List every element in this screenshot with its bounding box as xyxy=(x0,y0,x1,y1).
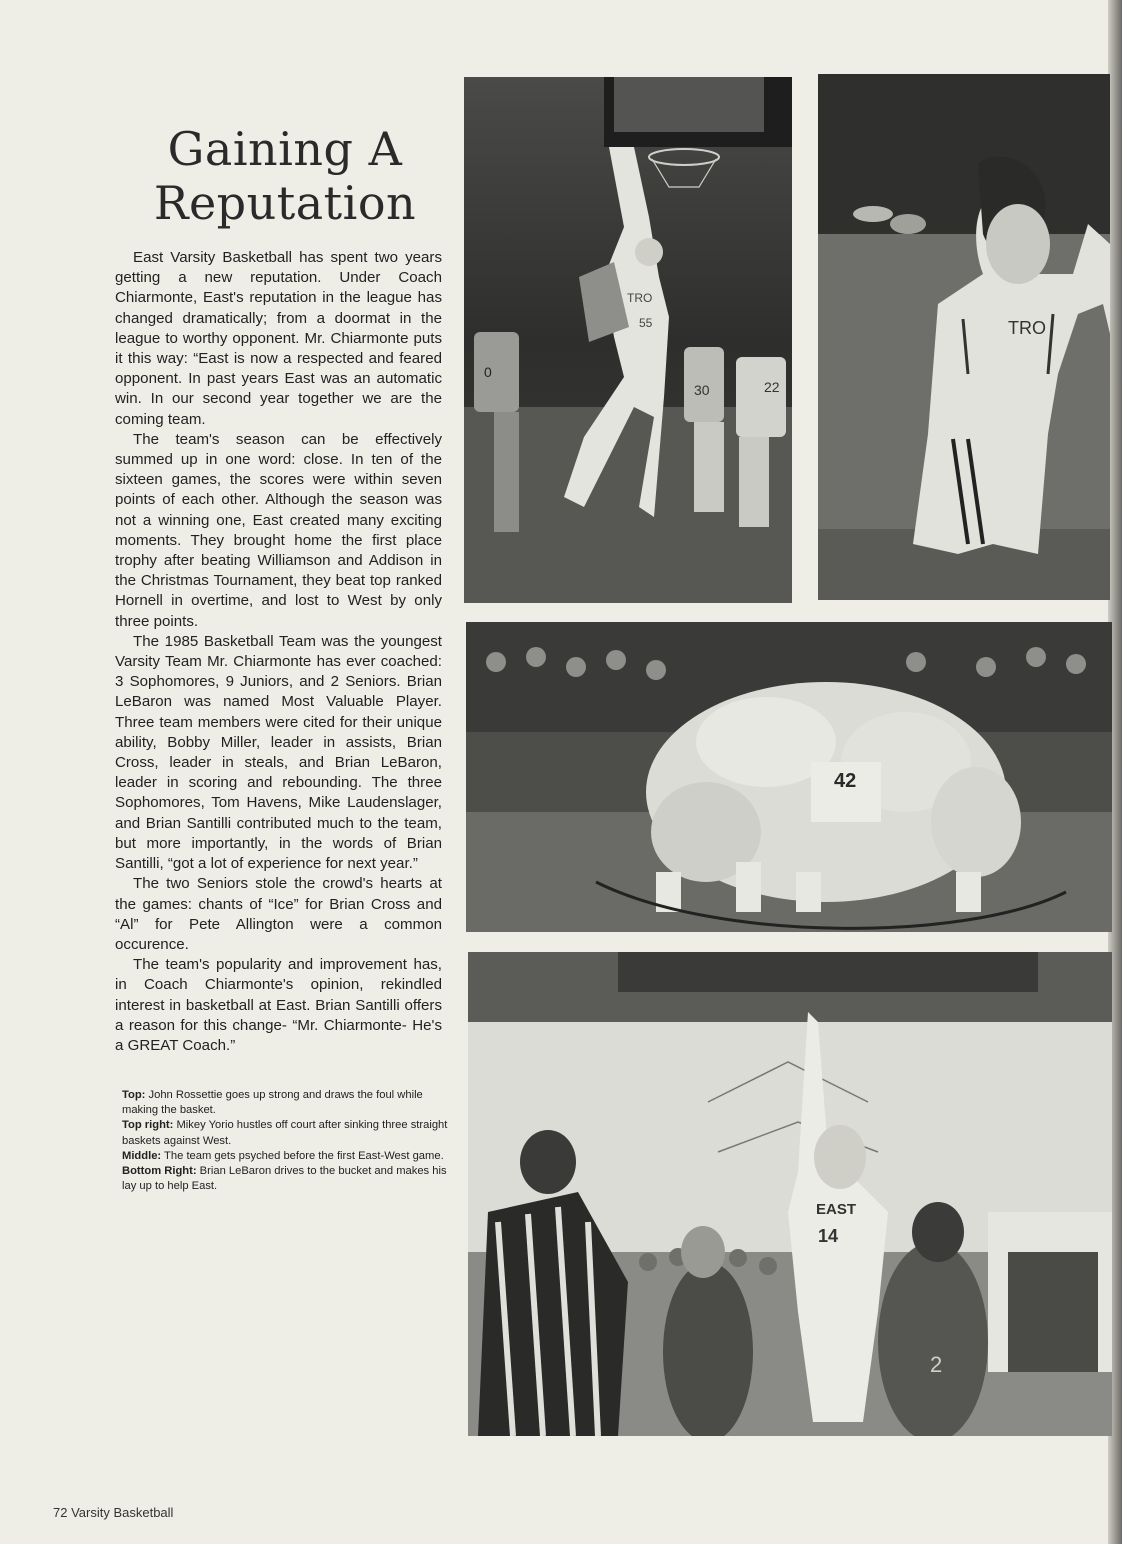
jersey-number: 30 xyxy=(694,382,710,398)
jersey-number: 2 xyxy=(930,1352,943,1377)
photo-middle-team-huddle xyxy=(466,622,1112,932)
photo-top-left-layup xyxy=(464,77,792,603)
jersey-text: TRO xyxy=(627,291,653,305)
jersey-number: 55 xyxy=(639,316,653,330)
photo-bottom-layup xyxy=(468,952,1112,1436)
jersey-number: 14 xyxy=(818,1226,839,1246)
caption-top: Top: John Rossettie goes up strong and draws the foul while making the basket. xyxy=(122,1089,423,1117)
photo-top-right-player xyxy=(818,74,1110,600)
jersey-text: TRO xyxy=(1008,318,1046,338)
article-paragraph: East Varsity Basketball has spent two years getting a new reputation. Under Coach Chiarmonte, East's reputation in the league has changed dramatically; from a doormat in the league to worthy opponent. Mr. Chiarmonte puts it this way: “East is now a respected and feared opponent. In past years East was an automatic win. In our second year together we are the coming team. xyxy=(115,249,442,428)
article-paragraph: The team's popularity and improvement has, in Coach Chiarmonte's opinion, rekindled interest in basketball at East. Brian Santilli offers a reason for this change- “Mr. Chiarmonte- He's a GREAT Coach.” xyxy=(115,956,442,1054)
article-paragraph: The team's season can be effectively summed up in one word: close. In ten of the sixteen games, the scores were within seven points of each other. Although the season was not a winning one, East created many exciting moments. They brought home the first place trophy after beating Williamson and Addison in the Christmas Tournament, they beat top ranked Hornell in overtime, and lost to West by only three points. xyxy=(115,430,442,630)
headline-line-1: Gaining A xyxy=(167,122,403,176)
caption-middle: Middle: The team gets psyched before the first East-West game. xyxy=(122,1149,444,1162)
article-body xyxy=(115,248,442,1056)
caption-bottom-right: Bottom Right: Brian LeBaron drives to the bucket and makes his lay up to help East. xyxy=(122,1165,447,1193)
jersey-number: 0 xyxy=(484,364,492,380)
page-folio: 72 Varsity Basketball xyxy=(53,1505,174,1520)
article-paragraph: The two Seniors stole the crowd's hearts at the games: chants of “Ice” for Brian Cross and “Al” for Pete Allington were a common occurence. xyxy=(115,875,442,953)
photo-captions xyxy=(122,1088,452,1194)
jersey-text: EAST xyxy=(816,1201,857,1218)
headline xyxy=(120,122,450,230)
article-paragraph: The 1985 Basketball Team was the youngest Varsity Team Mr. Chiarmonte has ever coached: 3 Sophomores, 9 Juniors, and 2 Seniors. Brian LeBaron was named Most Valuable Player. Three team members were cited for their unique ability, Bobby Miller, leader in assists, Brian Cross, leader in steals, and Brian LeBaron, leader in scoring and rebounding. The three Sophomores, Tom Havens, Mike Laudenslager, and Brian Santilli contributed much to the team, but more importantly, in the words of Brian Santilli, “got a lot of experience for next year.” xyxy=(115,632,442,873)
jersey-number: 22 xyxy=(764,379,780,395)
jersey-number: 42 xyxy=(834,770,857,792)
headline-line-2: Reputation xyxy=(153,176,417,230)
caption-top-right: Top right: Mikey Yorio hustles off court after sinking three straight baskets against West. xyxy=(122,1119,448,1147)
